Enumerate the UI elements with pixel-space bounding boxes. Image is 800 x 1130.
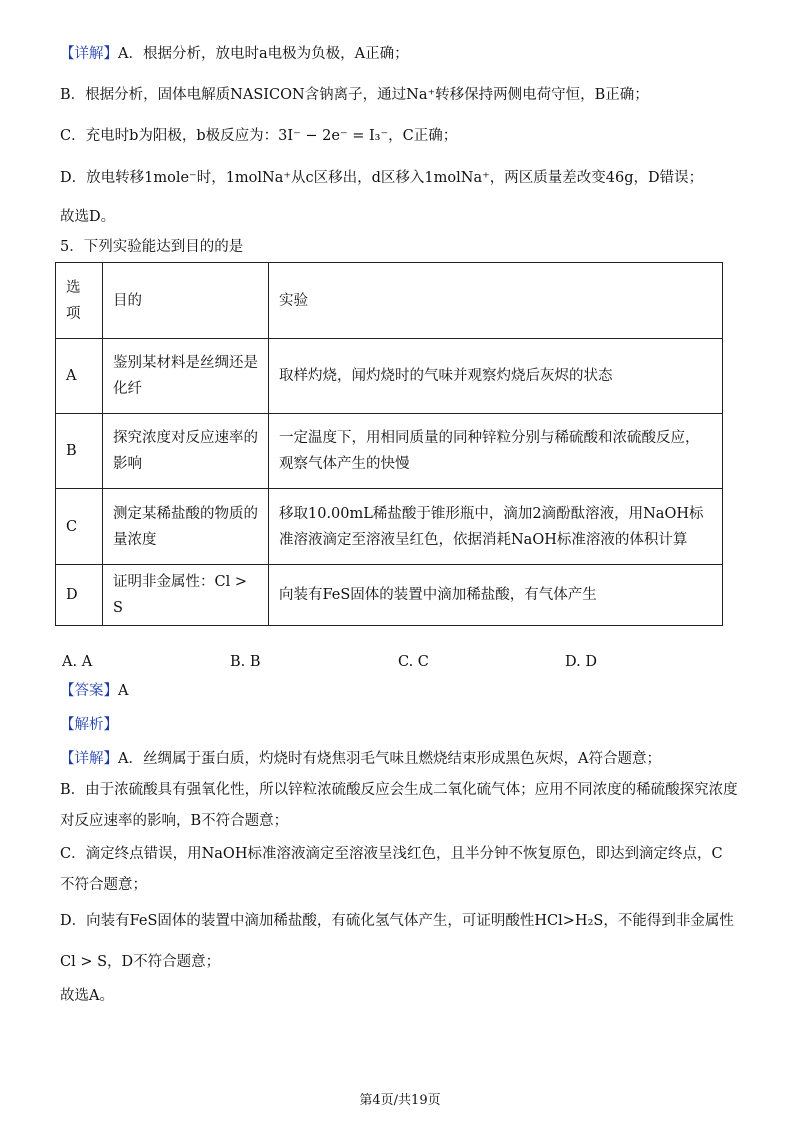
header-option: 选项 — [56, 263, 103, 339]
row-option: A — [56, 339, 103, 414]
page-footer: 第4页/共19页 — [359, 1093, 441, 1108]
row-option: D — [56, 565, 103, 626]
choice-d: D. D — [565, 654, 597, 670]
row-experiment: 向装有FeS固体的装置中滴加稀盐酸，有气体产生 — [269, 565, 723, 626]
choice-a: A. A — [62, 654, 93, 670]
table-row — [56, 489, 723, 565]
detail-text: A．丝绸属于蛋白质，灼烧时有烧焦羽毛气味且燃烧结束形成黑色灰烬，A符合题意； — [118, 751, 661, 767]
table-row — [56, 565, 723, 626]
table-row — [56, 339, 723, 414]
detail-line-c: C．滴定终点错误，用NaOH标准溶液滴定至溶液呈浅红色，且半分钟不恢复原色，即达到滴定终点，C — [60, 846, 723, 862]
row-option: C — [56, 489, 103, 565]
detail-conclusion: 故选A。 — [60, 988, 114, 1004]
table-header-row — [56, 263, 723, 339]
explanation-line-d: D．放电转移1mole⁻时，1molNa⁺从c区移出，d区移入1molNa⁺，两区质量差改变46g，D错误； — [60, 170, 704, 186]
explanation-line-a — [60, 43, 760, 65]
choice-c: C. C — [398, 654, 429, 670]
row-purpose: 证明非金属性：Cl > S — [103, 565, 269, 626]
header-purpose: 目的 — [103, 263, 269, 339]
answer-tag: 【答案】 — [60, 683, 118, 699]
detail-line-a — [60, 748, 760, 770]
row-experiment: 一定温度下，用相同质量的同种锌粒分别与稀硫酸和浓硫酸反应，观察气体产生的快慢 — [269, 414, 723, 489]
detail-line-d: D．向装有FeS固体的装置中滴加稀盐酸，有硫化氢气体产生，可证明酸性HCl>H₂S，不能得到非金属性 — [60, 913, 734, 929]
detail-line-d-cont: Cl > S，D不符合题意； — [60, 954, 221, 970]
explanation-conclusion: 故选D。 — [60, 209, 116, 225]
row-purpose: 鉴别某材料是丝绸还是化纤 — [103, 339, 269, 414]
detail-line-b-cont: 对反应速率的影响，B不符合题意； — [60, 813, 289, 829]
explanation-text: A．根据分析，放电时a电极为负极，A正确； — [118, 46, 409, 62]
choice-b: B. B — [230, 654, 261, 670]
analysis-tag: 【解析】 — [60, 717, 118, 733]
header-experiment: 实验 — [269, 263, 723, 339]
row-experiment: 移取10.00mL稀盐酸于锥形瓶中，滴加2滴酚酞溶液，用NaOH标准溶液滴定至溶液呈红色，依据消耗NaOH标准溶液的体积计算 — [269, 489, 723, 565]
answer-line — [60, 680, 760, 702]
row-experiment: 取样灼烧，闻灼烧时的气味并观察灼烧后灰烬的状态 — [269, 339, 723, 414]
explanation-line-c: C．充电时b为阳极，b极反应为：3I⁻ − 2e⁻ = I₃⁻，C正确； — [60, 128, 458, 144]
experiment-table — [55, 262, 723, 626]
row-purpose: 测定某稀盐酸的物质的量浓度 — [103, 489, 269, 565]
table-row — [56, 414, 723, 489]
detail-tag-2: 【详解】 — [60, 751, 118, 767]
answer-value: A — [118, 683, 129, 699]
question-5-title: 5．下列实验能达到目的的是 — [60, 239, 244, 255]
row-purpose: 探究浓度对反应速率的影响 — [103, 414, 269, 489]
detail-line-b: B．由于浓硫酸具有强氧化性，所以锌粒浓硫酸反应会生成二氧化硫气体；应用不同浓度的稀硫酸探究浓度 — [60, 782, 738, 798]
row-option: B — [56, 414, 103, 489]
detail-line-c-cont: 不符合题意； — [60, 877, 147, 893]
explanation-line-b: B．根据分析，固体电解质NASICON含钠离子，通过Na⁺转移保持两侧电荷守恒，B正确； — [60, 87, 649, 103]
detail-tag: 【详解】 — [60, 46, 118, 62]
